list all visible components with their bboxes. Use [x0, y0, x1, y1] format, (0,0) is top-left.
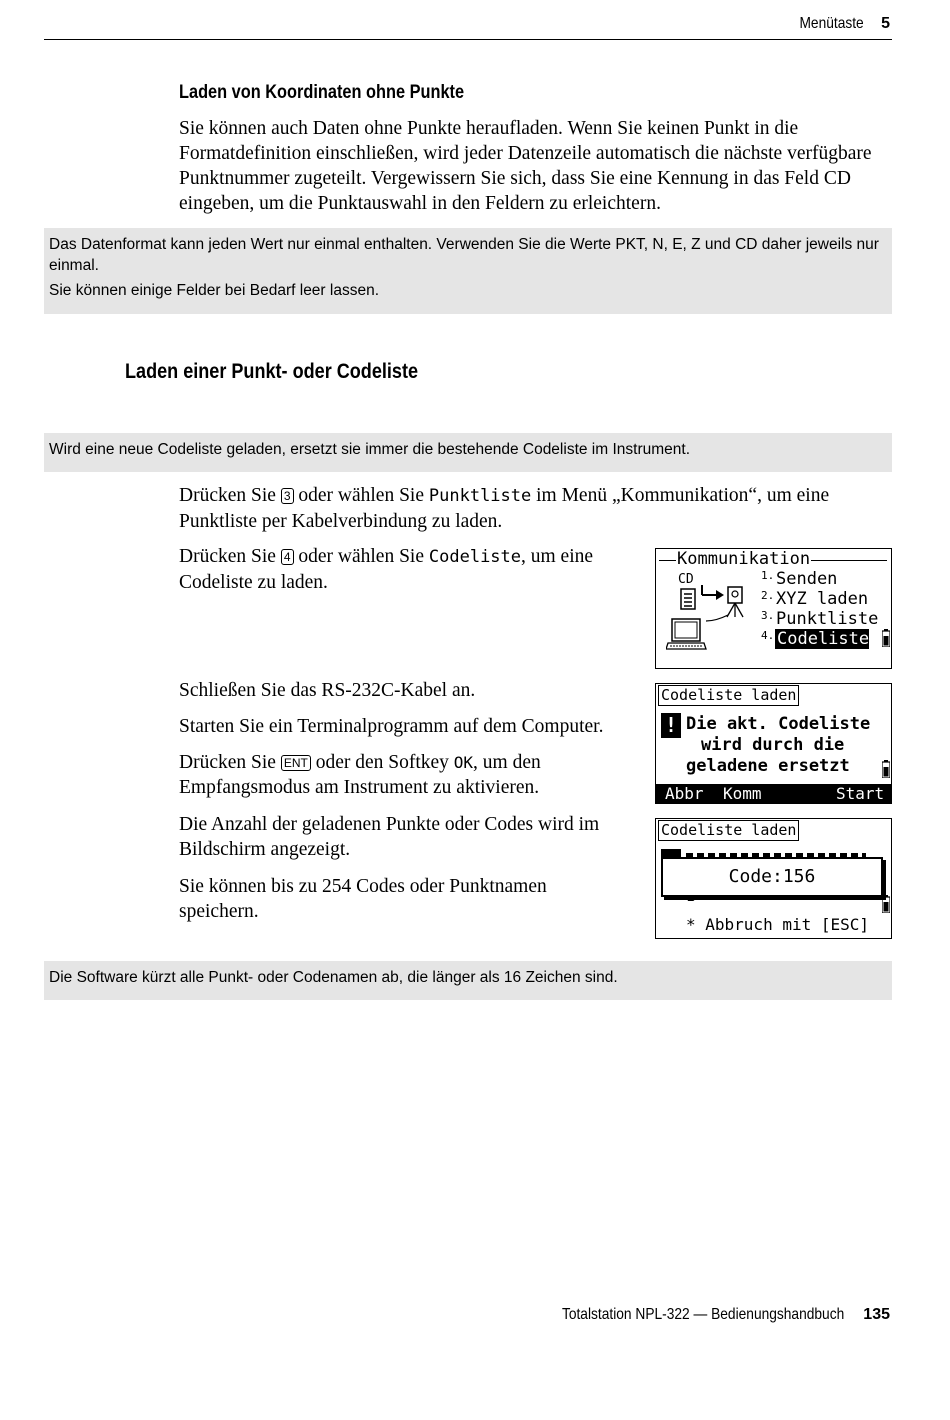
step-connect-cable: Schließen Sie das RS-232C-Kabel an. [179, 680, 476, 701]
footer-page-number: 135 [863, 1306, 890, 1323]
page-header [44, 14, 892, 40]
menu-item-pointlist[interactable]: Punktliste [776, 609, 879, 629]
screen-title: Codeliste laden [658, 685, 799, 706]
section-heading-coordinates [179, 82, 510, 104]
message-line-1: Die akt. Codeliste [686, 714, 871, 734]
step-activate-receive [179, 750, 649, 800]
step-text: im Menü „Kommunikation“, um eine Punktliste per Kabelverbindung zu laden. [179, 485, 830, 532]
menu-item-xyz-upload[interactable]: XYZ laden [776, 589, 869, 609]
menu-item-send[interactable]: Senden [776, 569, 838, 589]
menu-num-3: 3. [761, 609, 775, 622]
footer-title: Totalstation NPL-322 — Bedienungshandbuch [561, 1306, 844, 1323]
key-ent-icon: ENT [281, 755, 311, 771]
heading-text: Laden einer Punkt- oder Codeliste [125, 360, 419, 383]
lcd-screen-communication [655, 548, 892, 669]
note-box-data-format [44, 228, 892, 314]
step-text: oder wählen Sie [298, 485, 425, 506]
battery-icon [882, 629, 890, 647]
step-start-terminal: Starten Sie ein Terminalprogramm auf dem Computer. [179, 716, 604, 737]
softkey-comm[interactable]: Komm [723, 784, 762, 803]
message-line-3: geladene ersetzt [686, 756, 850, 776]
heading-text: Laden von Koordinaten ohne Punkte [179, 82, 465, 103]
note3-text: Die Software kürzt alle Punkt- oder Codenamen ab, die länger als 16 Zeichen sind. [49, 969, 618, 986]
note1-line2: Sie können einige Felder bei Bedarf leer lassen. [49, 282, 380, 299]
step-text: oder wählen Sie [298, 546, 425, 567]
step-text: Drücken Sie [179, 485, 276, 506]
menu-item-ref: Punktliste [428, 486, 532, 506]
step-text: Drücken Sie [179, 752, 276, 773]
code-count: Code:156 [728, 866, 816, 887]
softkey-abort[interactable]: Abbr [665, 784, 704, 803]
battery-icon [882, 895, 890, 913]
header-title: Menütaste [799, 15, 864, 32]
screen-title: Codeliste laden [658, 820, 799, 841]
device-transfer-icon [666, 585, 756, 660]
key-3-icon: 3 [281, 488, 294, 504]
step-text: Drücken Sie [179, 546, 276, 567]
note-box-name-length [44, 961, 892, 1000]
lcd-screen-codelist-confirm [655, 683, 892, 804]
key-4-icon: 4 [281, 549, 294, 565]
softkey-start[interactable]: Start [836, 784, 885, 803]
section-heading-lists [125, 360, 466, 384]
note2-text: Wird eine neue Codeliste geladen, ersetzt sie immer die bestehende Codeliste im Instrument. [49, 441, 690, 458]
lcd-screen-code-counter [655, 818, 892, 939]
note-box-codelist-replace [44, 433, 892, 472]
softkey-bar [656, 784, 892, 804]
warning-icon: ! [661, 713, 681, 738]
step-upload-codelist [179, 544, 649, 595]
battery-icon [882, 760, 890, 778]
count-popup [661, 857, 883, 897]
note1-line1: Das Datenformat kann jeden Wert nur einmal enthalten. Verwenden Sie die Werte PKT, N, E, Z und CD daher jeweils nur einmal. [49, 236, 879, 274]
menu-num-4: 4. [761, 629, 775, 642]
step-count-displayed: Die Anzahl der geladenen Punkte oder Codes wird im Bildschirm angezeigt. [179, 814, 600, 860]
step-capacity: Sie können bis zu 254 Codes oder Punktnamen speichern. [179, 876, 547, 922]
softkey-ok-ref: OK [453, 753, 474, 772]
header-section-number: 5 [881, 15, 890, 32]
section1-paragraph: Sie können auch Daten ohne Punkte heraufladen. Wenn Sie keinen Punkt in die Formatdefinition einschließen, wird jeder Datenzeile automatisch die nächste verfügbare Punktnummer zugeteilt. Vergewissern Sie sich, dass Sie eine Kennung in das Feld CD eingeben, um die Punktauswahl in den Feldern zu erleichtern. [179, 118, 872, 214]
menu-item-codelist-selected[interactable]: Codeliste [777, 629, 870, 649]
cd-label: CD [678, 572, 694, 587]
screen-title: Kommunikation [677, 549, 811, 569]
step-text: , um eine Codeliste zu laden. [179, 546, 594, 593]
menu-item-ref: Codeliste [428, 547, 522, 567]
menu-num-2: 2. [761, 589, 775, 602]
step-upload-pointlist [179, 483, 895, 534]
menu-num-1: 1. [761, 569, 775, 582]
step-text: oder den Softkey [315, 752, 449, 773]
step-text: , um den Empfangsmodus am Instrument zu aktivieren. [179, 752, 541, 798]
message-line-2: wird durch die [701, 735, 845, 755]
abort-hint: * Abbruch mit [ESC] [686, 915, 870, 934]
